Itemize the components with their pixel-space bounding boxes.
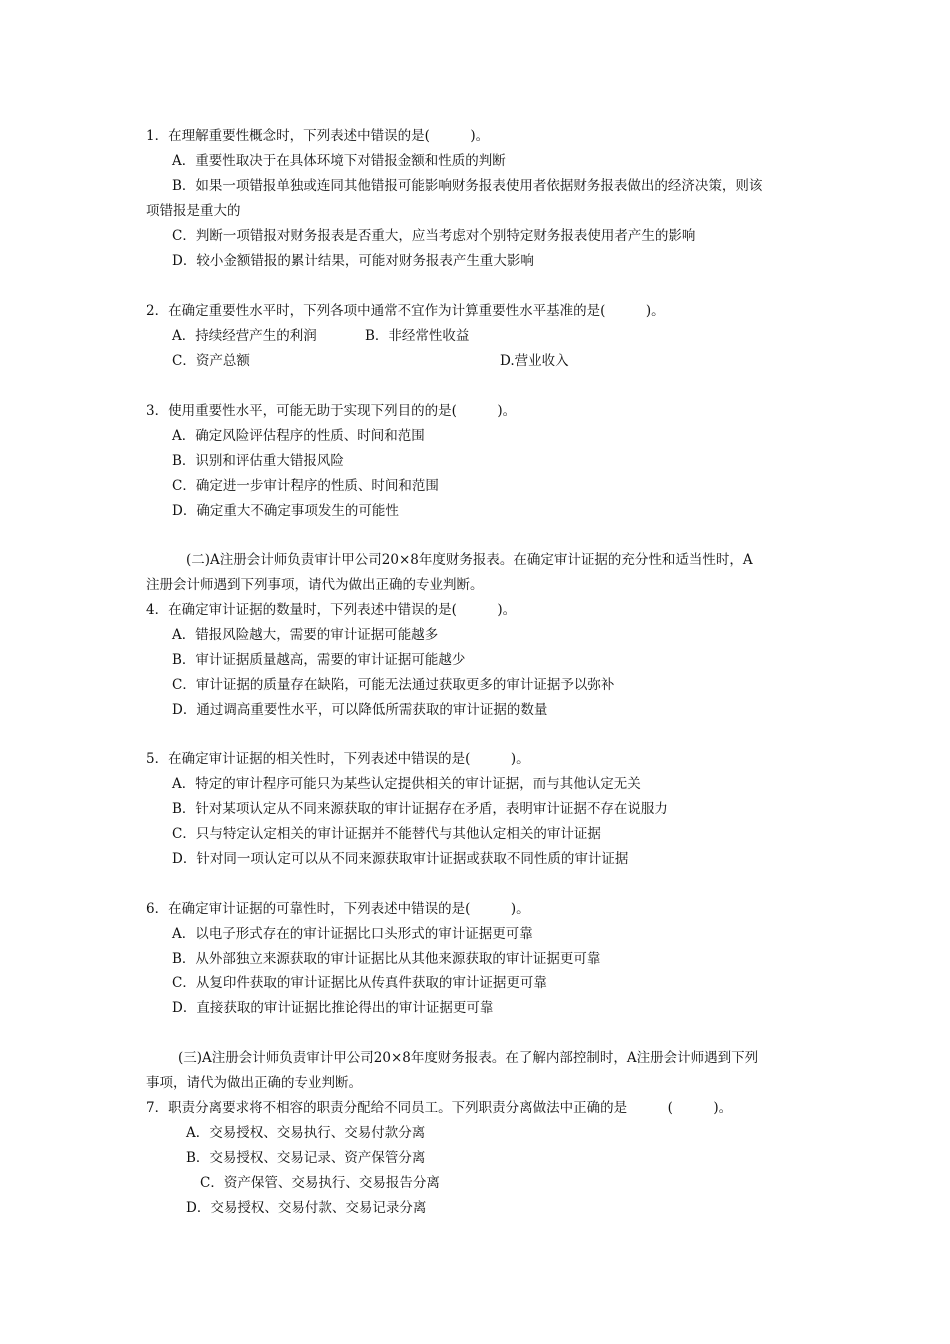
q1-option-c: C．判断一项错报对财务报表是否重大，应当考虑对个别特定财务报表使用者产生的影响 <box>172 228 696 244</box>
q4-option-c: C．审计证据的质量存在缺陷，可能无法通过获取更多的审计证据予以弥补 <box>172 677 615 693</box>
q3-option-b: B．识别和评估重大错报风险 <box>172 453 344 469</box>
q5-option-a: A．特定的审计程序可能只为某些认定提供相关的审计证据，而与其他认定无关 <box>172 776 641 792</box>
q1-option-a: A．重要性取决于在具体环境下对错报金额和性质的判断 <box>172 153 506 169</box>
q2-option-c: C．资产总额 <box>172 353 250 369</box>
q2-option-b: B．非经常性收益 <box>365 328 470 344</box>
q5-option-c: C．只与特定认定相关的审计证据并不能替代与其他认定相关的审计证据 <box>172 826 601 842</box>
section3-intro-line2: 事项，请代为做出正确的专业判断。 <box>146 1075 362 1091</box>
q1-option-b-line1: B．如果一项错报单独或连同其他错报可能影响财务报表使用者依据财务报表做出的经济决策，则该 <box>172 178 763 194</box>
q3-option-d: D．确定重大不确定事项发生的可能性 <box>172 503 399 519</box>
q4-stem: 4．在确定审计证据的数量时，下列表述中错误的是( )。 <box>146 602 517 618</box>
q5-option-d: D．针对同一项认定可以从不同来源获取审计证据或获取不同性质的审计证据 <box>172 851 629 867</box>
q3-stem: 3．使用重要性水平，可能无助于实现下列目的的是( )。 <box>146 403 517 419</box>
q1-option-b-line2: 项错报是重大的 <box>146 203 241 219</box>
q6-option-b: B．从外部独立来源获取的审计证据比从其他来源获取的审计证据更可靠 <box>172 951 601 967</box>
q4-option-a: A．错报风险越大，需要的审计证据可能越多 <box>172 627 439 643</box>
q7-option-b: B．交易授权、交易记录、资产保管分离 <box>186 1150 426 1166</box>
q6-stem: 6．在确定审计证据的可靠性时，下列表述中错误的是( )。 <box>146 901 530 917</box>
q1-stem: 1．在理解重要性概念时，下列表述中错误的是( )。 <box>146 128 490 144</box>
q4-option-d: D．通过调高重要性水平，可以降低所需获取的审计证据的数量 <box>172 702 548 718</box>
q7-option-c: C．资产保管、交易执行、交易报告分离 <box>200 1175 440 1191</box>
section2-intro-line1: (二)A注册会计师负责审计甲公司20×8年度财务报表。在确定审计证据的充分性和适当性时，A <box>186 552 753 568</box>
q6-option-c: C．从复印件获取的审计证据比从传真件获取的审计证据更可靠 <box>172 975 547 991</box>
section2-intro-line2: 注册会计师遇到下列事项，请代为做出正确的专业判断。 <box>146 577 484 593</box>
q5-stem: 5．在确定审计证据的相关性时，下列表述中错误的是( )。 <box>146 751 530 767</box>
q7-option-d: D．交易授权、交易付款、交易记录分离 <box>186 1200 427 1216</box>
q5-option-b: B．针对某项认定从不同来源获取的审计证据存在矛盾，表明审计证据不存在说服力 <box>172 801 668 817</box>
section3-intro-line1: (三)A注册会计师负责审计甲公司20×8年度财务报表。在了解内部控制时，A注册会计师遇到下列 <box>178 1050 759 1066</box>
q6-option-d: D．直接获取的审计证据比推论得出的审计证据更可靠 <box>172 1000 494 1016</box>
q2-option-d: D.营业收入 <box>500 353 569 369</box>
q4-option-b: B．审计证据质量越高，需要的审计证据可能越少 <box>172 652 466 668</box>
q2-option-a: A．持续经营产生的利润 <box>172 328 317 344</box>
q1-option-d: D．较小金额错报的累计结果，可能对财务报表产生重大影响 <box>172 253 534 269</box>
q3-option-a: A．确定风险评估程序的性质、时间和范围 <box>172 428 425 444</box>
q2-stem: 2．在确定重要性水平时，下列各项中通常不宜作为计算重要性水平基准的是( )。 <box>146 303 665 319</box>
q7-stem: 7．职责分离要求将不相容的职责分配给不同员工。下列职责分离做法中正确的是 ( )。 <box>146 1100 733 1116</box>
q3-option-c: C．确定进一步审计程序的性质、时间和范围 <box>172 478 439 494</box>
q7-option-a: A．交易授权、交易执行、交易付款分离 <box>186 1125 426 1141</box>
q6-option-a: A．以电子形式存在的审计证据比口头形式的审计证据更可靠 <box>172 926 533 942</box>
